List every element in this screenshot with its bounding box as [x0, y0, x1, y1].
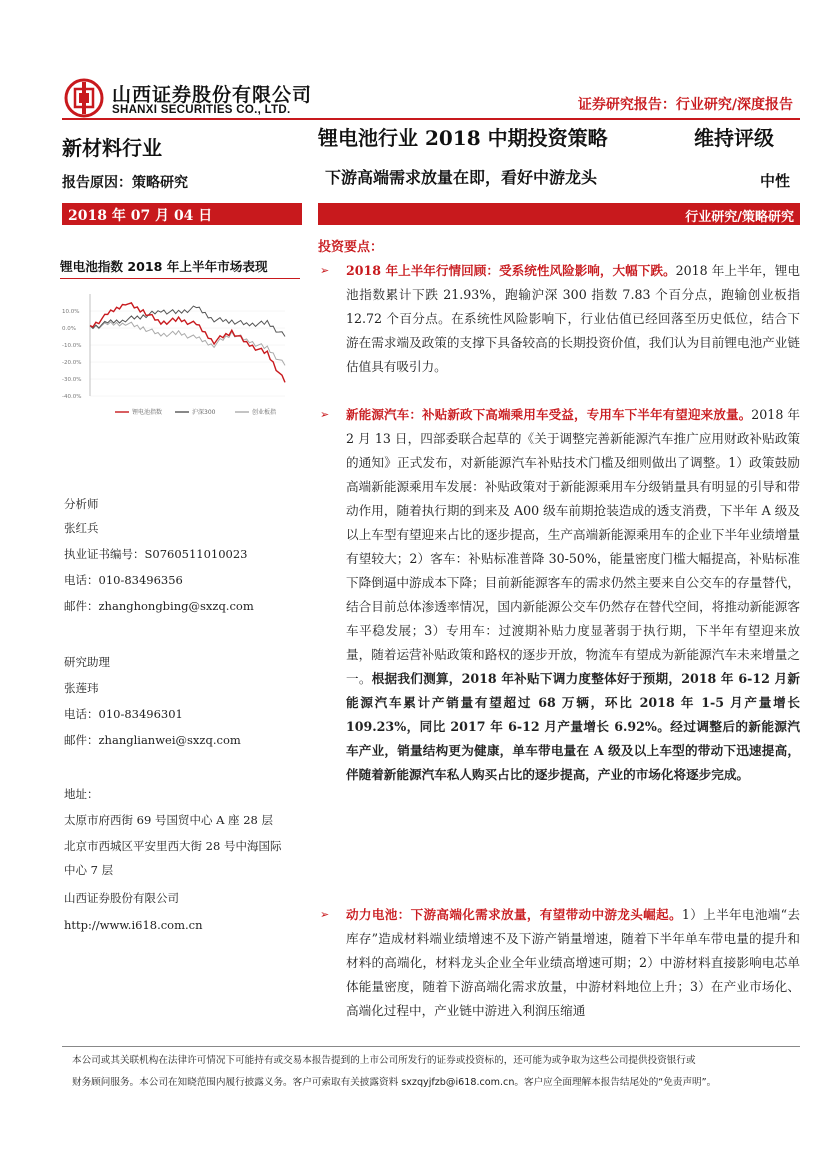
address-label: 地址： [64, 787, 99, 801]
logo-emblem-icon [64, 78, 104, 118]
company-name-cn: 山西证券股份有限公司 [112, 84, 313, 106]
point-3-text: 1）上半年电池端“去库存”造成材料端业绩增速不及下游产销量增速，随着下半年单车带电量的提升和材料的高端化，材料龙头企业全年业绩高增速可期；2）中游材料直接影响电芯单体能量密度，随着下游高端化需求放量，中游材料地位上升；3）在产业市场化、高端化过程中，产业链中游进入利润压缩通 [346, 907, 801, 1018]
address-line-2: 北京市西城区平安里西大街 28 号中海国际 [64, 839, 282, 853]
y-tick-label: 0.0% [62, 326, 76, 332]
analyst-cert: 执业证书编号：S0760511010023 [64, 547, 248, 561]
point-2-lead: 新能源汽车：补贴新政下高端乘用车受益，专用车下半年有望迎来放量。 [346, 407, 752, 422]
rating-value: 中性 [760, 172, 791, 190]
point-1 [318, 259, 800, 379]
bullet-icon: ➢ [320, 408, 330, 421]
bullet-icon: ➢ [320, 264, 330, 277]
y-tick-label: -20.0% [62, 360, 82, 366]
footer-line-1: 本公司或其关联机构在法律许可情况下可能持有或交易本报告提到的上市公司所发行的证券或投资标的，还可能为或争取为这些公司提供投资银行或 [72, 1055, 696, 1066]
industry-title: 新材料行业 [62, 136, 162, 160]
section-heading: 投资要点： [318, 240, 384, 255]
series-line-2 [90, 322, 285, 366]
assistant-phone: 电话：010-83496301 [64, 707, 183, 721]
y-tick-label: -10.0% [62, 343, 82, 349]
report-type: 证券研究报告：行业研究/深度报告 [577, 97, 793, 113]
bullet-icon: ➢ [320, 908, 330, 921]
y-tick-label: -40.0% [62, 394, 82, 400]
assistant-label: 研究助理 [64, 655, 110, 669]
legend-label: 创业板指 [252, 409, 277, 416]
y-tick-label: -30.0% [62, 377, 82, 383]
chart-title: 锂电池指数 2018 年上半年市场表现 [60, 259, 268, 274]
category-bar [318, 203, 800, 225]
point-2 [318, 403, 800, 787]
point-1-text: 2018 年上半年，锂电池指数累计下跌 21.93%，跑输沪深 300 指数 7.83 个百分点，跑输创业板指 12.72 个百分点。在系统性风险影响下，行业估值已经回落至历史低位，结合下游在需求端及政策的支撑下具备较高的长期投资价值，我们认为目前锂电池产业链估值具有吸引力。 [346, 263, 800, 374]
analyst-label: 分析师 [64, 497, 99, 511]
assistant-name: 张莲玮 [64, 681, 99, 695]
analyst-name: 张红兵 [64, 521, 99, 535]
report-reason: 报告原因：策略研究 [62, 175, 188, 191]
point-1-lead: 2018 年上半年行情回顾：受系统性风险影响，大幅下跌。 [346, 263, 676, 278]
assistant-email[interactable]: 邮件：zhanglianwei@sxzq.com [64, 733, 241, 747]
company-logo [64, 78, 104, 118]
address-line-2b: 中心 7 层 [64, 863, 114, 877]
report-subtitle: 下游高端需求放量在即，看好中游龙头 [325, 168, 598, 187]
series-line-0 [90, 303, 285, 383]
point-3-lead: 动力电池：下游高端化需求放量，有望带动中游龙头崛起。 [346, 907, 682, 922]
address-line-1: 太原市府西街 69 号国贸中心 A 座 28 层 [64, 813, 274, 827]
point-2-text: 2018 年 2 月 13 日，四部委联合起草的《关于调整完善新能源汽车推广应用财政补贴政策的通知》正式发布，对新能源汽车补贴技术门槛及细则做出了调整。1）政策鼓励高端新能源乘用车发展：补贴政策对于新能源乘用车分级销量具有明显的引导和带动作用，随着执行期的到来及 A00 级车前期抢装造成的透支消费，下半年 A 级及以上车型有望迎来占比的逐步提高，生产高端新能源乘用车的企业下半年业绩增量有望较大；2）客车：补贴标准普降 30-50%，能量密度门槛大幅提高，补贴标准下降倒逼中游成本下降；目前新能源客车的需求仍然主要来自公交车的存量替代，结合目前总体渗透率情况，国内新能源公交车仍然存在替代空间，将推动新能源客车平稳发展；3）专用车：过渡期补贴力度显著弱于执行期，下半年有望迎来放量，随着运营补贴政策和路权的逐步开放，物流车有望成为新能源汽车未来增量之一。 [346, 407, 800, 686]
report-category: 行业研究/策略研究 [685, 210, 794, 225]
header-rule [62, 118, 800, 120]
line-chart [60, 284, 300, 424]
report-date: 2018 年 07 月 04 日 [68, 208, 213, 224]
address-company: 山西证券股份有限公司 [64, 891, 179, 905]
legend-label: 锂电池指数 [132, 409, 163, 416]
company-name-en: SHANXI SECURITIES CO., LTD. [112, 104, 291, 116]
footer-disclaimer [72, 1034, 792, 1094]
chart-area [60, 284, 300, 424]
chart-title-rule [60, 278, 300, 279]
rating-label: 维持评级 [694, 126, 774, 150]
date-bar [62, 203, 302, 225]
point-2-bold: 根据我们测算，2018 年补贴下调力度整体好于预期，2018 年 6-12 月新能源汽车累计产销量有望超过 68 万辆，环比 2018 年 1-5 月产量增长 109.23%，同比 2017 年 6-12 月产量增长 6.92%。经过调整后的新能源汽车产业，销量结构更为健康，单车带电量在 A 级及以上车型的带动下迅速提高，伴随着新能源汽车私人购买占比的逐步提高，产业的市场化将逐步完成。 [346, 671, 801, 782]
series-line-1 [90, 306, 285, 336]
analyst-phone: 电话：010-83496356 [64, 573, 183, 587]
analyst-email[interactable]: 邮件：zhanghongbing@sxzq.com [64, 599, 254, 613]
report-title: 锂电池行业 2018 中期投资策略 [318, 126, 608, 150]
footer-line-2: 财务顾问服务。本公司在知晓范围内履行披露义务。客户可索取有关披露资料 sxzqyjfzb@i618.com.cn。客户应全面理解本报告结尾处的“免责声明”。 [72, 1077, 717, 1088]
y-tick-label: 10.0% [62, 309, 80, 315]
point-3 [318, 903, 800, 1023]
legend-label: 沪深300 [192, 409, 216, 416]
company-url[interactable]: http://www.i618.com.cn [64, 918, 203, 932]
